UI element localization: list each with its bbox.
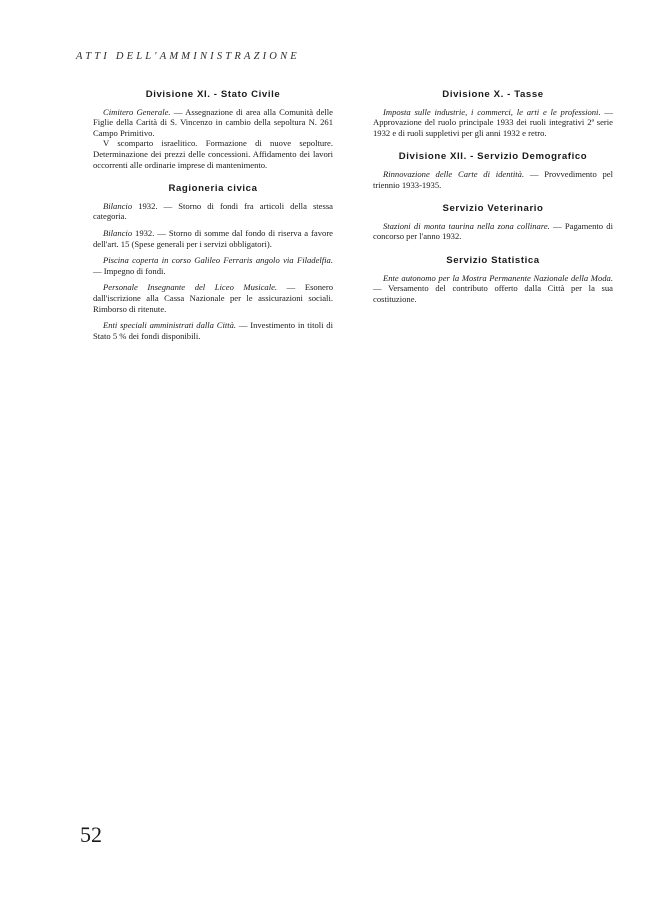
list-item — [93, 201, 333, 222]
section-heading: Divisione XII. - Servizio Demografico — [398, 151, 588, 163]
item-subject: Stazioni di monta taurina nella zona collinare. — [383, 220, 550, 231]
list-item — [93, 320, 333, 341]
section-heading: Servizio Veterinario — [442, 203, 544, 215]
paragraph — [373, 273, 613, 305]
item-subject: Imposta sulle industrie, i commerci, le arti e le professioni. — [383, 106, 601, 117]
section-ragioneria — [93, 184, 333, 341]
paragraph: V scomparto israelitico. Formazione di nuove sepolture. Determinazione dei prezzi delle concessioni. Affidamento dei lavori occorrenti alle ordinarie imprese di mantenimento. — [93, 138, 333, 170]
paragraph — [373, 221, 613, 242]
section-tasse — [373, 90, 613, 138]
item-subject: Bilancio — [103, 200, 133, 211]
item-subject: Rinnovazione delle Carte di identità. — [383, 168, 525, 179]
section-heading: Divisione X. - Tasse — [442, 89, 544, 100]
item-text: — Pagamento di concorso per l'anno 1932. — [373, 220, 613, 242]
item-text: — Impegno di fondi. — [93, 265, 166, 276]
item-text: 1932. — Storno di somme dal fondo di riserva a favore dell'art. 15 (Spese generali per i servizi obbligatori). — [93, 227, 333, 249]
section-heading: Divisione XI. - Stato Civile — [145, 89, 281, 100]
list-item — [93, 255, 333, 276]
section-stato-civile — [93, 90, 333, 170]
item-text: 1932. — Storno di fondi fra articoli della stessa categoria. — [93, 200, 333, 222]
left-column — [93, 90, 333, 355]
paragraph — [373, 107, 613, 139]
page-number: 52 — [80, 822, 102, 847]
item-text: — Approvazione del ruolo principale 1933 dei ruoli integrativi 2ª serie 1932 e di ruoli suppletivi per gli anni 1932 e retro. — [373, 106, 613, 138]
item-text: — Provvedimento pel triennio 1933-1935. — [373, 168, 613, 190]
right-column — [373, 90, 613, 318]
section-statistica — [373, 256, 613, 304]
item-text: — Esonero dall'iscrizione alla Cassa Nazionale per le assicurazioni sociali. Rimborso di ritenute. — [93, 282, 333, 314]
list-item — [93, 282, 333, 314]
section-veterinario — [373, 204, 613, 242]
paragraph — [93, 107, 333, 139]
paragraph — [373, 169, 613, 190]
item-subject: Piscina coperta in corso Galileo Ferraris angolo via Filadelfia. — [103, 255, 333, 266]
section-heading: Ragioneria civica — [168, 183, 258, 195]
list-item — [93, 228, 333, 249]
item-subject: Enti speciali amministrati dalla Città. — [103, 320, 237, 331]
item-text: — Assegnazione di area alla Comunità delle Figlie della Carità di S. Vincenzo in cambio della sepoltura N. 261 Campo Primitivo. — [93, 106, 333, 138]
running-head: ATTI DELL'AMMINISTRAZIONE — [76, 51, 300, 62]
item-subject: Bilancio — [103, 227, 133, 238]
item-subject: Cimitero Generale. — [103, 106, 171, 117]
section-heading: Servizio Statistica — [446, 254, 540, 266]
item-subject: Ente autonomo per la Mostra Permanente Nazionale della Moda. — [383, 272, 613, 283]
section-demografico — [373, 152, 613, 190]
item-subject: Personale Insegnante del Liceo Musicale. — [103, 282, 278, 293]
item-text: — Versamento del contributo offerto dalla Città per la sua costituzione. — [373, 283, 613, 304]
item-text: — Investimento in titoli di Stato 5 % dei fondi disponibili. — [93, 320, 333, 341]
